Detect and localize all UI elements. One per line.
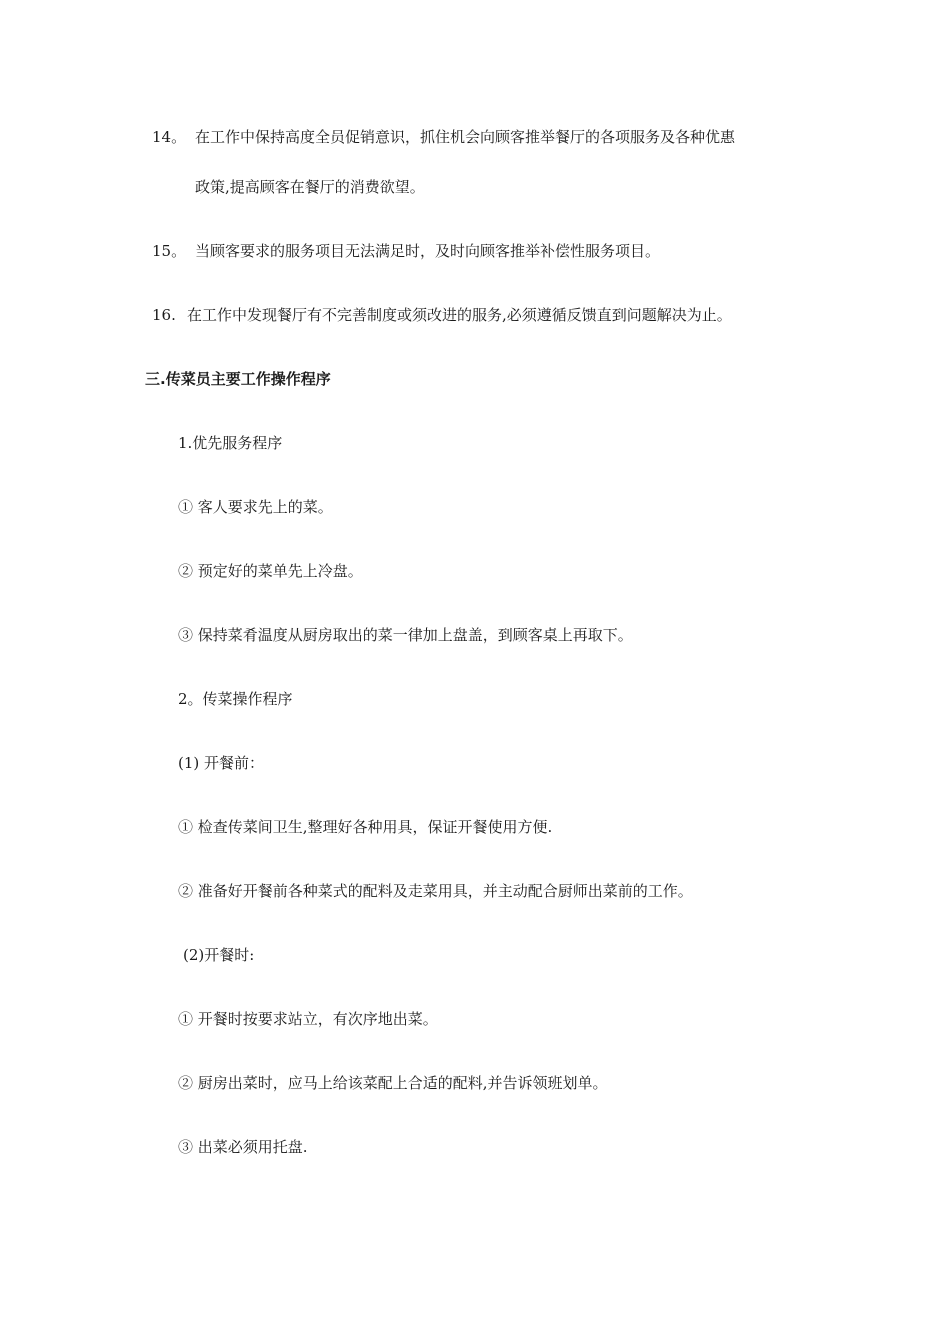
subsection-priority-service: 1.优先服务程序 — [178, 434, 283, 452]
item-text: 在工作中保持高度全员促销意识，抓住机会向顾客推举餐厅的各项服务及各种优惠 — [195, 128, 736, 146]
list-item: ② 厨房出菜时，应马上给该菜配上合适的配料,并告诉领班划单。 — [178, 1074, 608, 1092]
subsection-serving-procedure: 2。传菜操作程序 — [178, 690, 293, 708]
item-number: 14。 — [152, 128, 187, 146]
list-item: ② 预定好的菜单先上冷盘。 — [178, 562, 363, 580]
item-text: 当顾客要求的服务项目无法满足时，及时向顾客推举补偿性服务项目。 — [195, 242, 661, 260]
list-item: ③ 保持菜肴温度从厨房取出的菜一律加上盘盖，到顾客桌上再取下。 — [178, 626, 633, 644]
item-number: 16. — [152, 306, 176, 324]
list-item: ③ 出菜必须用托盘. — [178, 1138, 308, 1156]
list-item: ① 检查传菜间卫生,整理好各种用具，保证开餐使用方便. — [178, 818, 553, 836]
item-text: 政策,提高顾客在餐厅的消费欲望。 — [195, 178, 425, 196]
list-item-14-continuation — [195, 177, 425, 197]
subheading-during-meal: (2)开餐时: — [183, 946, 255, 964]
list-item-16 — [152, 305, 732, 325]
item-number: 15。 — [152, 242, 187, 260]
section-heading: 三.传菜员主要工作操作程序 — [145, 370, 331, 388]
list-item: ① 客人要求先上的菜。 — [178, 498, 333, 516]
list-item: ① 开餐时按要求站立，有次序地出菜。 — [178, 1010, 438, 1028]
list-item-14 — [152, 127, 735, 147]
list-item-15 — [152, 241, 660, 261]
subheading-before-meal: (1) 开餐前： — [178, 754, 265, 772]
item-text: 在工作中发现餐厅有不完善制度或须改进的服务,必须遵循反馈直到问题解决为止。 — [187, 306, 732, 324]
list-item: ② 准备好开餐前各种菜式的配料及走菜用具，并主动配合厨师出菜前的工作。 — [178, 882, 693, 900]
